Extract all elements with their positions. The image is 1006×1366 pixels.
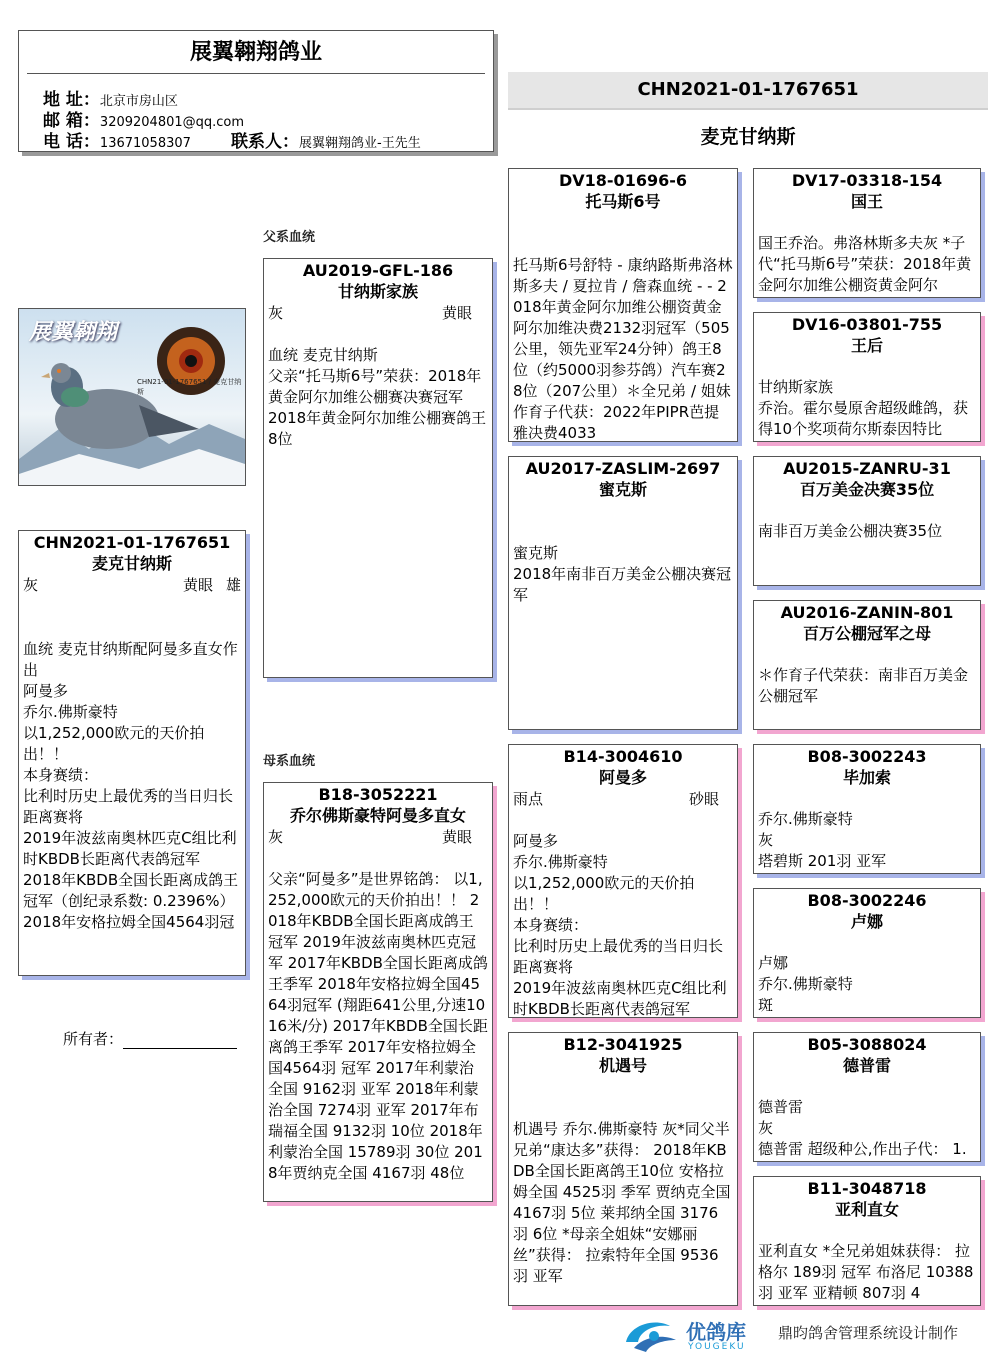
pigeon-name: 机遇号 [598, 1056, 647, 1075]
pigeon-name: 百万美金决赛35位 [799, 480, 935, 499]
pedigree-description: 乔尔.佛斯豪特 灰 塔碧斯 201羽 亚军 [758, 810, 887, 870]
email-label: 邮 箱： [43, 111, 100, 131]
pigeon-name: 托马斯6号 [585, 192, 661, 211]
ring-number: AU2017-ZASLIM-2697 [525, 459, 721, 478]
pedigree-description: 卢娜 乔尔.佛斯豪特 斑 [758, 954, 853, 1014]
footer-logo [620, 1312, 770, 1356]
eye-type: 黄眼 [441, 828, 472, 846]
feather-color: 灰 [268, 828, 284, 846]
dam-card [263, 782, 493, 1202]
ring-number: B08-3002243 [807, 747, 927, 766]
contact-row [231, 127, 421, 152]
attributes [264, 827, 492, 849]
pigeon-name: 卢娜 [850, 912, 883, 931]
sss-card [753, 168, 981, 298]
pedigree-description: 国王乔治。弗洛林斯多夫灰 *子代“托马斯6号”荣获：2018年黄金阿尔加维公棚资黄金阿尔 [758, 234, 972, 294]
ring-number: B14-3004610 [563, 747, 683, 766]
ddd-card [753, 1176, 981, 1306]
ring-number: AU2016-ZANIN-801 [780, 603, 954, 622]
eye-type: 黄眼 [182, 576, 213, 594]
attributes [509, 789, 737, 811]
pedigree-description: 托马斯6号舒特 - 康纳路斯弗洛林斯多夫 / 夏拉肯 / 詹森血统 - - 2018年黄金阿尔加维公棚资黄金阿尔加维决费2132羽冠军（505公里，领先亚军24分钟）鸽王8位（约5000羽参芬鸽）汽车赛28位（207公里）＊全兄弟 / 姐妹作育子代获：2022年PIPR芭提雅决费4033 [513, 256, 733, 442]
loft-title: 展翼翱翔鸽业 [189, 40, 322, 65]
owner-blank-line [123, 1031, 237, 1049]
sire-card [263, 258, 493, 678]
sire-sire-card [508, 168, 738, 442]
ring-number: AU2015-ZANRU-31 [783, 459, 951, 478]
ring-number: B05-3088024 [807, 1035, 927, 1054]
attributes [264, 303, 492, 325]
ring-number: DV17-03318-154 [791, 171, 943, 190]
dds-card [753, 1032, 981, 1162]
swirl-logo-icon [620, 1312, 680, 1356]
address-label: 地 址： [43, 90, 100, 110]
phone-row [43, 127, 191, 152]
pigeon-name: 乔尔佛斯豪特阿曼多直女 [289, 806, 466, 825]
sdd-card [753, 600, 981, 730]
contact-label: 联系人： [231, 132, 299, 152]
loft-info-box [18, 30, 494, 152]
subject-ring: CHN2021-01-1767651 [637, 79, 859, 100]
contact-value: 展翼翱翔鸽业-王先生 [299, 136, 421, 151]
sire-dam-card [508, 456, 738, 730]
owner-field [63, 1028, 237, 1049]
ring-number: B12-3041925 [563, 1035, 683, 1054]
pedigree-description: ＊作育子代荣获：南非百万美金公棚冠军 [758, 666, 969, 705]
pigeon-name: 百万公棚冠军之母 [802, 624, 931, 643]
attributes [19, 575, 245, 597]
sds-card [753, 456, 981, 586]
pigeon-photo [18, 308, 246, 486]
pigeon-name: 亚利直女 [834, 1200, 899, 1219]
pedigree-description: 蜜克斯 2018年南非百万美金公棚决赛冠军 [513, 544, 732, 604]
phone-value: 13671058307 [99, 136, 191, 151]
dsd-card [753, 888, 981, 1018]
pigeon-name: 阿曼多 [598, 768, 647, 787]
title-divider [27, 73, 485, 74]
pigeon-name: 毕加索 [842, 768, 891, 787]
ring-number: B08-3002246 [807, 891, 927, 910]
pedigree-description: 德普雷 灰 德普雷 超级种公,作出子代： 1. [758, 1098, 967, 1158]
phone-label: 电 话： [43, 132, 100, 152]
pigeon-name: 蜜克斯 [598, 480, 647, 499]
logo-text: 优鸽库 [686, 1320, 746, 1344]
pedigree-description: 机遇号 乔尔.佛斯豪特 灰*同父半兄弟“康达多”获得： 2018年KBDB全国长距离鸽王10位 安格拉姆全国 4525羽 季军 贾纳克全国 4167羽 5位 莱邦纳全国 3176羽 6位 *母亲全姐妹“安娜丽丝”获得： 拉索特年全国 9536羽 亚军 [513, 1120, 736, 1285]
sex: 雄 [225, 576, 241, 594]
email-value: 3209204801@qq.com [99, 115, 245, 130]
pedigree-description: 血统 麦克甘纳斯 父亲“托马斯6号”荣获：2018年黄金阿尔加维公棚赛决赛冠军 2018年黄金阿尔加维公棚赛鸽王8位 [268, 346, 487, 448]
photo-caption: CHN21-01-1767651 / 麦克甘纳斯 [137, 378, 242, 396]
logo-subtext: YOUGEKU [688, 1342, 746, 1352]
ring-number: B18-3052221 [318, 785, 438, 804]
pedigree-description: 血统 麦克甘纳斯配阿曼多直女作出 阿曼多 乔尔.佛斯豪特 以1,252,000欧元的天价拍出！！ 本身赛绩： 比利时历史上最优秀的当日归长距离赛将 2019年波兹南奥林匹克C组比利时KBDB长距离代表鸽冠军 2018年KBDB全国长距离成鸽王冠军（创纪录系数: 0.2396%） 2018年安格拉姆全国4564羽冠 [23, 640, 239, 931]
pedigree-description: 阿曼多 乔尔.佛斯豪特 以1,252,000欧元的天价拍出！！ 本身赛绩： 比利时历史上最优秀的当日归长距离赛将 2019年波兹南奥林匹克C组比利时KBDB长距离代表鸽冠军 [513, 832, 727, 1018]
pigeon-name: 王后 [850, 336, 883, 355]
subject-ring-bar [508, 72, 988, 110]
dss-card [753, 744, 981, 874]
ring-number: DV16-03801-755 [791, 315, 943, 334]
address-value: 北京市房山区 [99, 94, 178, 109]
pigeon-name: 德普雷 [842, 1056, 891, 1075]
eye-type: 砂眼 [688, 790, 719, 808]
photo-brand-text: 展翼翱翔 [29, 320, 118, 345]
feather-color: 雨点 [513, 790, 544, 808]
feather-color: 灰 [268, 304, 284, 322]
ring-number: CHN2021-01-1767651 [33, 533, 231, 552]
pigeon-name: 麦克甘纳斯 [91, 554, 172, 573]
dam-sire-card [508, 744, 738, 1018]
dam-dam-card [508, 1032, 738, 1306]
subject-card [18, 530, 246, 976]
pigeon-name: 甘纳斯家族 [337, 282, 418, 301]
father-line-label: 父系血统 [263, 230, 316, 245]
ring-number: DV18-01696-6 [558, 171, 687, 190]
pedigree-description: 父亲“阿曼多”是世界铭鸽： 以1,252,000欧元的天价拍出！！ 2018年KBDB全国长距离成鸽王冠军 2019年波兹南奥林匹克冠军 2017年KBDB全国长距离成鸽王季军 2018年安格拉姆全国4564羽冠军 (翔距641公里,分速1016米/分) 2017年KBDB全国长距离鸽王季军 2017年安格拉姆全国4564羽 冠军 2017年利蒙治全国 9162羽 亚军 2018年利蒙治全国 7274羽 亚军 2017年布瑞福全国 9132羽 10位 2018年利蒙治全国 15789羽 30位 2018年贾纳克全国 4167羽 48位 [268, 870, 488, 1182]
pedigree-description: 南非百万美金公棚决赛35位 [758, 522, 943, 540]
ring-number: B11-3048718 [807, 1179, 927, 1198]
pigeon-name: 国王 [850, 192, 883, 211]
feather-color: 灰 [23, 576, 39, 594]
eye-type: 黄眼 [441, 304, 472, 322]
ssd-card [753, 312, 981, 442]
ring-number: AU2019-GFL-186 [302, 261, 454, 280]
subject-name: 麦克甘纳斯 [700, 126, 796, 148]
pedigree-description: 甘纳斯家族 乔治。霍尔曼原舍超级雌鸽，获得10个奖项荷尔斯泰因特比 [758, 378, 969, 438]
pedigree-description: 亚利直女 *全兄弟姐妹获得： 拉格尔 189羽 冠军 布洛尼 10388羽 亚军 亚精顿 807羽 4 [758, 1242, 974, 1302]
credit-text: 鼎昀鸽舍管理系统设计制作 [778, 1324, 959, 1342]
mother-line-label: 母系血统 [263, 754, 316, 769]
owner-label: 所有者： [63, 1030, 124, 1048]
